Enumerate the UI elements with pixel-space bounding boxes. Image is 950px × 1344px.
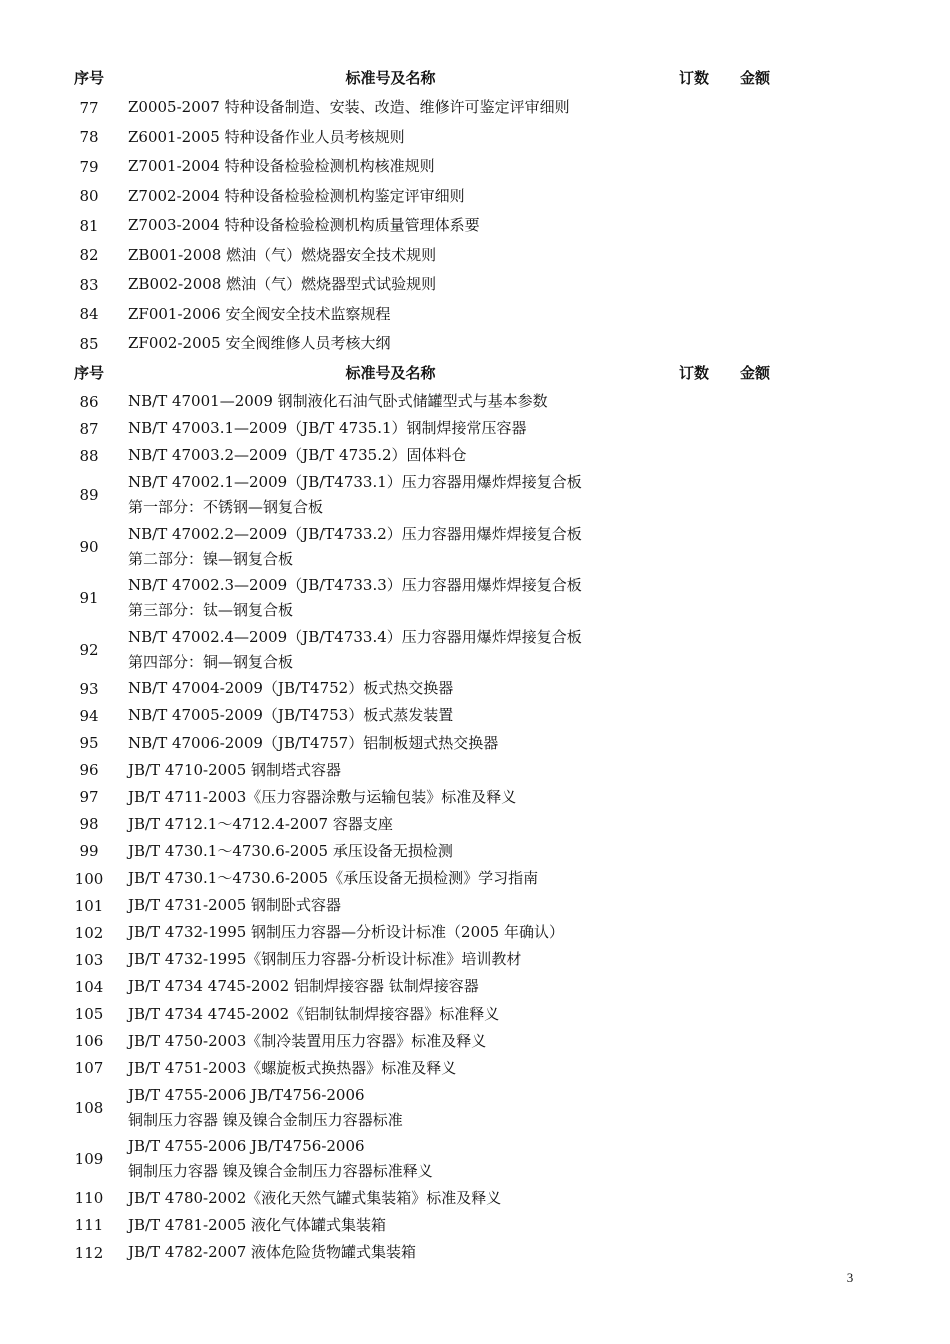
standard-title — [128, 624, 648, 676]
standard-title — [128, 892, 648, 919]
standard-title — [128, 415, 648, 442]
page-number: 3 — [846, 1270, 854, 1285]
standard-title-line: JB/T 4781-2005 液化气体罐式集装箱 — [128, 1215, 387, 1234]
table-row — [0, 730, 950, 757]
row-number: 105 — [74, 1005, 104, 1024]
standard-title — [128, 757, 648, 784]
standard-title-line: Z7001-2004 特种设备检验检测机构核准规则 — [128, 157, 435, 176]
row-number: 87 — [79, 419, 99, 438]
row-number: 84 — [79, 305, 99, 324]
standard-title — [128, 521, 648, 573]
standard-title — [128, 1133, 648, 1185]
standard-title — [128, 838, 648, 865]
standard-title-line: JB/T 4734 4745-2002 铝制焊接容器 钛制焊接容器 — [128, 977, 479, 996]
standard-title-line: JB/T 4732-1995《钢制压力容器-分析设计标准》培训教材 — [128, 950, 522, 969]
standard-title — [128, 182, 648, 212]
standard-title-line: NB/T 47003.2—2009（JB/T 4735.2）固体料仓 — [128, 446, 467, 465]
row-number: 108 — [74, 1098, 104, 1117]
row-number: 98 — [79, 815, 99, 834]
standard-title — [128, 388, 648, 415]
standard-title-line: 第二部分：镍—钢复合板 — [128, 549, 294, 568]
standard-title-line: NB/T 47002.4—2009（JB/T4733.4）压力容器用爆炸焊接复合板 — [128, 627, 582, 646]
standard-title-line: NB/T 47003.1—2009（JB/T 4735.1）钢制焊接常压容器 — [128, 419, 527, 438]
standard-title-line: ZB002-2008 燃油（气）燃烧器型式试验规则 — [128, 275, 437, 294]
standard-title — [128, 1001, 648, 1028]
table-row — [0, 892, 950, 919]
standard-title-line: NB/T 47002.1—2009（JB/T4733.1）压力容器用爆炸焊接复合板 — [128, 473, 582, 492]
row-number: 111 — [74, 1216, 104, 1235]
row-number: 93 — [79, 679, 99, 698]
table-row — [0, 624, 950, 676]
standard-title — [128, 442, 648, 469]
standard-title-line: ZB001-2008 燃油（气）燃烧器安全技术规则 — [128, 245, 437, 264]
table-row — [0, 838, 950, 865]
table-row — [0, 1239, 950, 1266]
standard-title — [128, 811, 648, 838]
table-row — [0, 1001, 950, 1028]
row-number: 109 — [74, 1150, 104, 1169]
row-number: 85 — [79, 334, 99, 353]
table-row — [0, 1082, 950, 1134]
row-number: 77 — [79, 98, 99, 117]
standard-title-line: JB/T 4710-2005 钢制塔式容器 — [128, 760, 342, 779]
standard-title — [128, 572, 648, 624]
standard-title-line: JB/T 4750-2003《制冷装置用压力容器》标准及释义 — [128, 1031, 487, 1050]
table-row — [0, 182, 950, 212]
standard-title-line: JB/T 4731-2005 钢制卧式容器 — [128, 896, 342, 915]
row-number: 80 — [79, 187, 99, 206]
standard-title — [128, 469, 648, 521]
table-row — [0, 572, 950, 624]
standard-title — [128, 1082, 648, 1134]
header-name: 标准号及名称 — [345, 69, 436, 87]
standard-title — [128, 784, 648, 811]
table-row — [0, 123, 950, 153]
standard-title-line: ZF001-2006 安全阀安全技术监察规程 — [128, 304, 391, 323]
row-number: 112 — [74, 1243, 104, 1262]
row-number: 102 — [74, 923, 104, 942]
table-row — [0, 1133, 950, 1185]
table-row — [0, 152, 950, 182]
standard-title-line: NB/T 47004-2009（JB/T4752）板式热交换器 — [128, 679, 454, 698]
table-row — [0, 811, 950, 838]
standard-title-line: 铜制压力容器 镍及镍合金制压力容器标准 — [128, 1110, 403, 1129]
standard-title-line: JB/T 4780-2002《液化天然气罐式集装箱》标准及释义 — [128, 1188, 502, 1207]
row-number: 88 — [79, 446, 99, 465]
row-number: 86 — [79, 392, 99, 411]
header-name: 标准号及名称 — [345, 364, 436, 382]
header-qty: 订数 — [678, 364, 709, 382]
table-row — [0, 270, 950, 300]
row-number: 103 — [74, 950, 104, 969]
header-amount: 金额 — [739, 364, 770, 382]
table-row — [0, 1185, 950, 1212]
row-number: 92 — [79, 640, 99, 659]
table-row — [0, 757, 950, 784]
standard-title — [128, 300, 648, 330]
standard-title-line: JB/T 4755-2006 JB/T4756-2006 — [128, 1085, 365, 1104]
standard-title-line: JB/T 4711-2003《压力容器涂敷与运输包装》标准及释义 — [128, 787, 517, 806]
header-no: 序号 — [73, 69, 104, 87]
standard-title — [128, 730, 648, 757]
standard-title-line: 铜制压力容器 镍及镍合金制压力容器标准释义 — [128, 1162, 433, 1181]
standard-title — [128, 1055, 648, 1082]
table-row — [0, 1212, 950, 1239]
row-number: 79 — [79, 157, 99, 176]
row-number: 106 — [74, 1032, 104, 1051]
table-row — [0, 946, 950, 973]
table-row — [0, 329, 950, 359]
row-number: 101 — [74, 896, 104, 915]
standard-title-line: Z0005-2007 特种设备制造、安装、改造、维修许可鉴定评审细则 — [128, 98, 570, 117]
table-row — [0, 300, 950, 330]
row-number: 81 — [79, 216, 99, 235]
standard-title — [128, 865, 648, 892]
standard-title-line: NB/T 47006-2009（JB/T4757）铝制板翅式热交换器 — [128, 733, 499, 752]
standard-title-line: 第四部分：铜—钢复合板 — [128, 652, 294, 671]
standard-title — [128, 93, 648, 123]
standard-title-line: NB/T 47005-2009（JB/T4753）板式蒸发装置 — [128, 706, 454, 725]
standard-title — [128, 241, 648, 271]
row-number: 82 — [79, 246, 99, 265]
standard-title — [128, 973, 648, 1000]
standard-title-line: Z6001-2005 特种设备作业人员考核规则 — [128, 127, 405, 146]
standard-title — [128, 152, 648, 182]
header-no: 序号 — [73, 364, 104, 382]
header-amount: 金额 — [739, 69, 770, 87]
standard-title — [128, 329, 648, 359]
standard-title-line: JB/T 4755-2006 JB/T4756-2006 — [128, 1137, 365, 1156]
row-number: 110 — [74, 1189, 104, 1208]
table-row — [0, 973, 950, 1000]
standard-title — [128, 946, 648, 973]
standard-title-line: 第三部分：钛—钢复合板 — [128, 601, 294, 620]
table-row — [0, 919, 950, 946]
standard-title-line: NB/T 47001—2009 钢制液化石油气卧式储罐型式与基本参数 — [128, 392, 548, 411]
table-row — [0, 675, 950, 702]
standard-title — [128, 1185, 648, 1212]
table-row — [0, 469, 950, 521]
standard-title — [128, 1028, 648, 1055]
row-number: 94 — [79, 706, 99, 725]
standard-title-line: JB/T 4712.1～4712.4-2007 容器支座 — [128, 814, 393, 833]
standard-title-line: 第一部分：不锈钢—钢复合板 — [128, 498, 324, 517]
row-number: 96 — [79, 761, 99, 780]
table-row — [0, 521, 950, 573]
row-number: 83 — [79, 275, 99, 294]
table-row — [0, 241, 950, 271]
standard-title-line: JB/T 4751-2003《螺旋板式换热器》标准及释义 — [128, 1058, 457, 1077]
table-row — [0, 865, 950, 892]
row-number: 95 — [79, 734, 99, 753]
standard-title-line: Z7002-2004 特种设备检验检测机构鉴定评审细则 — [128, 186, 465, 205]
standard-title-line: JB/T 4782-2007 液体危险货物罐式集装箱 — [128, 1243, 417, 1262]
standard-title — [128, 702, 648, 729]
table-row — [0, 415, 950, 442]
standard-title-line: ZF002-2005 安全阀维修人员考核大纲 — [128, 334, 391, 353]
header-qty: 订数 — [678, 69, 709, 87]
row-number: 107 — [74, 1059, 104, 1078]
standard-title-line: NB/T 47002.3—2009（JB/T4733.3）压力容器用爆炸焊接复合板 — [128, 576, 582, 595]
standard-title — [128, 1212, 648, 1239]
standard-title — [128, 675, 648, 702]
row-number: 91 — [79, 589, 99, 608]
standard-title-line: JB/T 4732-1995 钢制压力容器—分析设计标准（2005 年确认） — [128, 923, 564, 942]
row-number: 90 — [79, 537, 99, 556]
standard-title-line: JB/T 4730.1～4730.6-2005《承压设备无损检测》学习指南 — [128, 869, 539, 888]
standard-title — [128, 1239, 648, 1266]
table-row — [0, 93, 950, 123]
standard-title — [128, 123, 648, 153]
table-row — [0, 702, 950, 729]
standard-title-line: Z7003-2004 特种设备检验检测机构质量管理体系要 — [128, 216, 480, 235]
row-number: 100 — [74, 869, 104, 888]
standard-title — [128, 211, 648, 241]
row-number: 97 — [79, 788, 99, 807]
table-row — [0, 1055, 950, 1082]
standard-title-line: NB/T 47002.2—2009（JB/T4733.2）压力容器用爆炸焊接复合板 — [128, 524, 582, 543]
row-number: 78 — [79, 128, 99, 147]
table-row — [0, 784, 950, 811]
row-number: 104 — [74, 977, 104, 996]
standard-title — [128, 270, 648, 300]
table-header-2 — [0, 360, 950, 386]
standard-title-line: JB/T 4734 4745-2002《铝制钛制焊接容器》标准释义 — [128, 1004, 500, 1023]
table-header-1 — [0, 65, 950, 91]
standard-title — [128, 919, 648, 946]
row-number: 99 — [79, 842, 99, 861]
table-row — [0, 1028, 950, 1055]
standard-title-line: JB/T 4730.1～4730.6-2005 承压设备无损检测 — [128, 841, 453, 860]
row-number: 89 — [79, 486, 99, 505]
table-row — [0, 211, 950, 241]
table-row — [0, 442, 950, 469]
table-row — [0, 388, 950, 415]
